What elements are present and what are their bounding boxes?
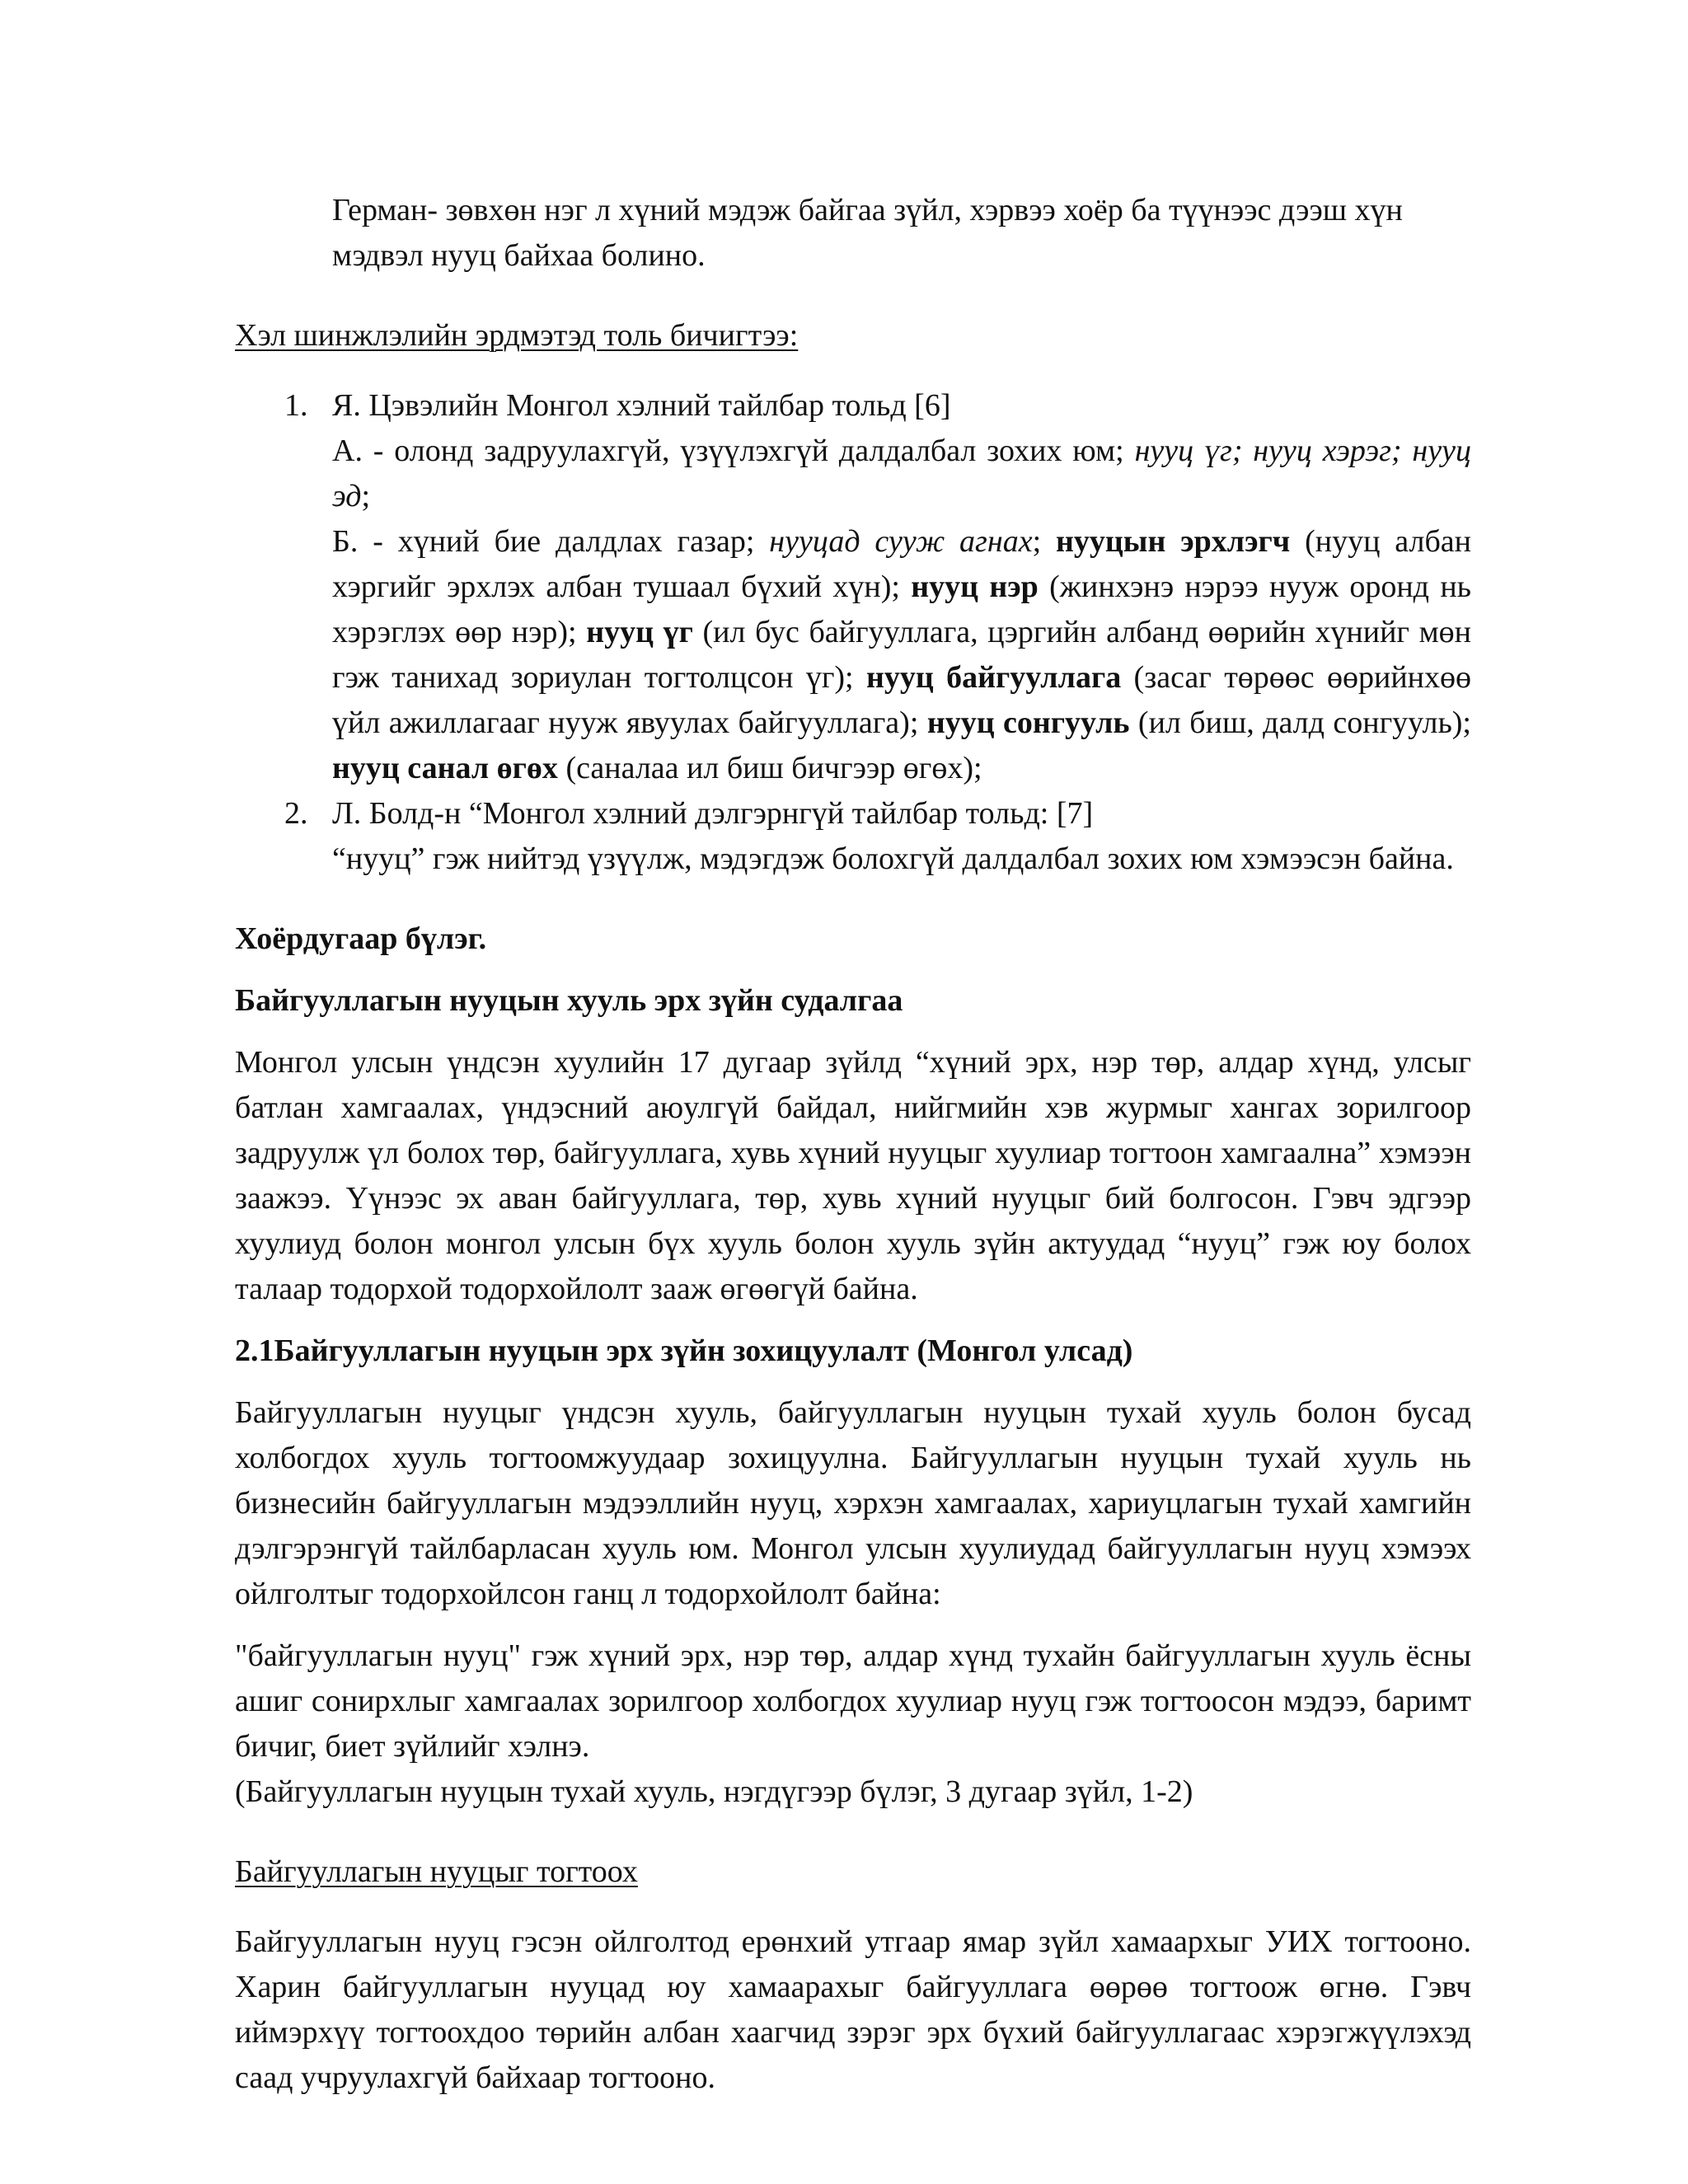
section-title: 2.1Байгууллагын нууцын эрх зүйн зохицуулалт (Монгол улсад) xyxy=(235,1333,1133,1368)
intro-line-2: мэдвэл нууц байхаа болино. xyxy=(332,238,706,273)
intro-line-1: Герман- зөвхөн нэг л хүний мэдэж байгаа зүйл, хэрвээ хоёр ба түүнээс дээш хүн xyxy=(332,193,1403,227)
reference-definition-b: Б. - хүний бие далдлах газар; нууцад сууж агнах; нууцын эрхлэгч (нууц албан хэргийг эрхлэх албан тушаал бүхий хүн); нууц нэр (жинхэнэ нэрээ нууж оронд нь хэрэглэх өөр нэр); нууц үг (ил бус байгууллага, цэргийн албанд өөрийн хүнийг мөн гэж танихад зориулан тогтолцсон үг); нууц байгууллага (засаг төрөөс өөрийнхөө үйл ажиллагааг нууж явуулах байгууллага); нууц сонгууль (ил биш, далд сонгууль); нууц санал өгөх (саналаа ил биш бичгээр өгөх); xyxy=(332,524,1472,785)
reference-item-2 xyxy=(284,791,1471,882)
term-bold: нууцын эрхлэгч xyxy=(1056,524,1291,559)
quote-text: "байгууллагын нууц" гэж хүний эрх, нэр төр, алдар хүнд тухайн байгууллагын хууль ёсны ашиг сонирхлыг хамгаалах зорилгоор холбогдох хуулиар нууц гэж тогтоосон мэдээ, баримт бичиг, биет зүйлийг хэлнэ. xyxy=(235,1638,1471,1764)
reference-title: Л. Болд-н “Монгол хэлний дэлгэрнгүй тайлбар тольд: [7] xyxy=(332,796,1094,831)
chapter-title: Хоёрдугаар бүлэг. xyxy=(235,921,487,956)
chapter-paragraph: Монгол улсын үндсэн хуулийн 17 дугаар зүйлд “хүний эрх, нэр төр, алдар хүнд, улсыг батлан хамгаалах, үндэсний аюулгүй байдал, нийгмийн хэв журмыг хангах зорилгоор задруулж үл болох төр, байгууллага, хувь хүний нууцыг хуулиар тогтоон хамгаална” хэмээн заажээ. Үүнээс эх аван байгууллага, төр, хувь хүний нууцыг бий болгосон. Гэвч эдгээр хуулиуд болон монгол улсын бүх хууль болон хууль зүйн актуудад “нууц” гэж юу болох талаар тодорхой тодорхойлолт зааж өгөөгүй байна. xyxy=(235,1045,1471,1306)
reference-number: 1. xyxy=(284,388,308,423)
term-bold: нууц нэр xyxy=(911,569,1039,604)
establish-paragraph: Байгууллагын нууц гэсэн ойлголтод ерөнхий утгаар ямар зүйл хамаархыг УИХ тогтооно. Харин байгууллагын нууцад юу хамаарахыг байгууллага өөрөө тогтоож өгнө. Гэвч иймэрхүү тогтоохдоо төрийн албан хаагчид зэрэг эрх бүхий байгууллагаас хэрэгжүүлэхэд саад учруулахгүй байхаар тогтооно. xyxy=(235,1924,1471,2095)
reference-number: 2. xyxy=(284,796,308,831)
dictionaries-heading: Хэл шинжлэлийн эрдмэтэд толь бичигтээ: xyxy=(235,318,799,353)
document-page xyxy=(235,188,1471,2101)
reference-title: Я. Цэвэлийн Монгол хэлний тайлбар тольд [6] xyxy=(332,388,951,423)
definition-examples: нууц үг; нууц хэрэг; нууц эд xyxy=(332,434,1471,513)
chapter-subtitle: Байгууллагын нууцын хууль эрх зүйн судалгаа xyxy=(235,983,903,1018)
term-bold: нууц санал өгөх xyxy=(332,751,558,785)
reference-item-1 xyxy=(284,383,1472,791)
term-bold: нууц сонгууль xyxy=(926,705,1130,740)
reference-definition: “нууц” гэж нийтэд үзүүлж, мэдэгдэж болохгүй далдалбал зохих юм хэмээсэн байна. xyxy=(332,841,1454,876)
reference-list xyxy=(235,383,1471,882)
term-bold: нууц үг xyxy=(586,615,693,649)
term-bold: нууц байгууллага xyxy=(865,660,1122,695)
intro-definition xyxy=(332,188,1471,279)
quote-source: (Байгууллагын нууцын тухай хууль, нэгдүгээр бүлэг, 3 дугаар зүйл, 1-2) xyxy=(235,1774,1193,1809)
reference-definition-a: А. - олонд задруулахгүй, үзүүлэхгүй далдалбал зохих юм; нууц үг; нууц хэрэг; нууц эд; xyxy=(332,434,1471,513)
section-paragraph: Байгууллагын нууцыг үндсэн хууль, байгууллагын нууцын тухай хууль болон бусад холбогдох хууль тогтоомжуудаар зохицуулна. Байгууллагын нууцын тухай хууль нь бизнесийн байгууллагын мэдээллийн нууц, хэрхэн хамгаалах, хариуцлагын тухай хамгийн дэлгэрэнгүй тайлбарласан хууль юм. Монгол улсын хуулиудад байгууллагын нууц хэмээх ойлголтыг тодорхойлсон ганц л тодорхойлолт байна: xyxy=(235,1395,1471,1611)
establish-heading: Байгууллагын нууцыг тогтоох xyxy=(235,1854,638,1889)
